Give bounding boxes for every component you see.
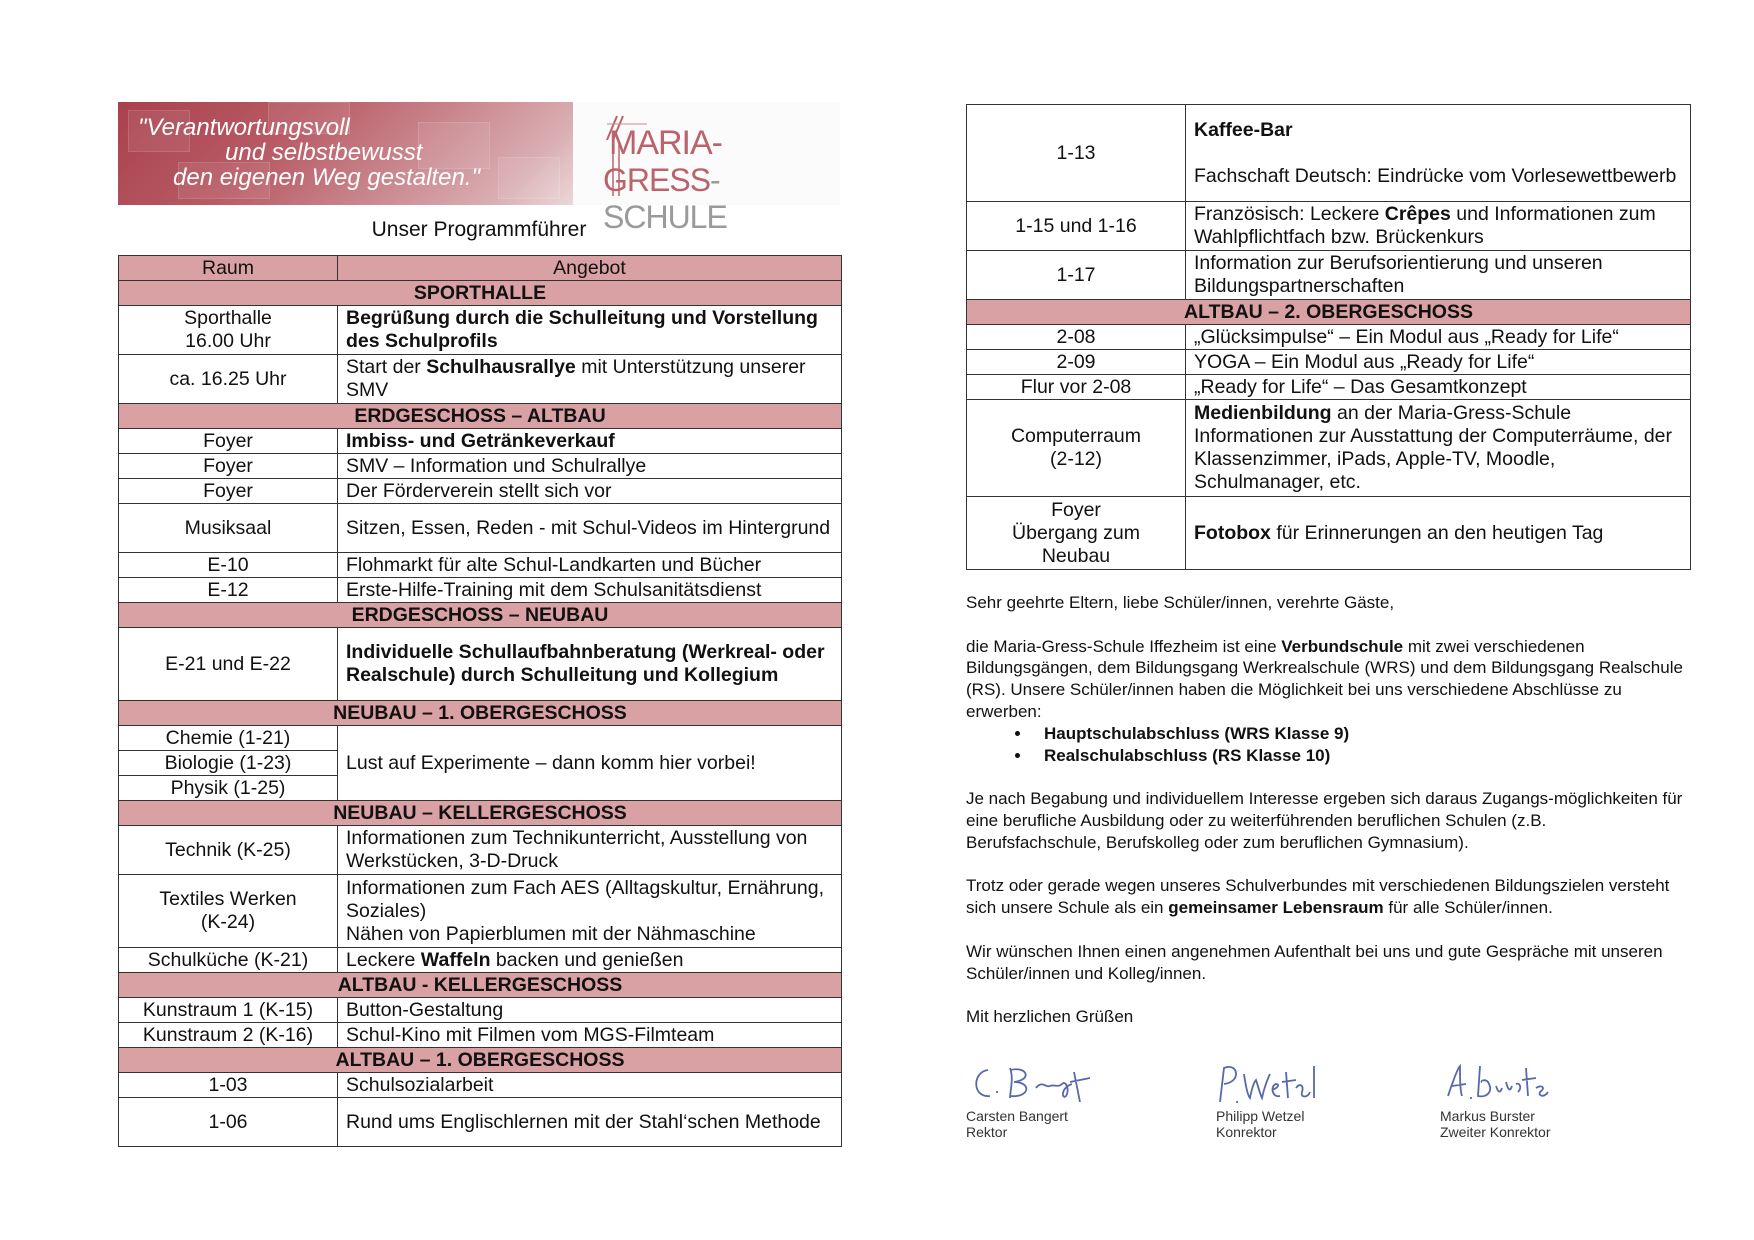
program-table-right — [966, 104, 1691, 570]
room-cell: Foyer — [119, 454, 338, 479]
room-cell: Physik (1-25) — [119, 776, 338, 801]
table-row — [967, 497, 1691, 570]
quote-line-2: und selbstbewusst — [225, 139, 423, 166]
quote-line-3: den eigenen Weg gestalten." — [173, 164, 480, 191]
room-cell: Chemie (1-21) — [119, 726, 338, 751]
offer-cell: Imbiss- und Getränkeverkauf — [338, 429, 842, 454]
signatory-role: Rektor — [966, 1124, 1008, 1140]
section-row — [119, 701, 842, 726]
letter-closing: Mit herzlichen Grüßen — [966, 1007, 1134, 1027]
table-header-row — [119, 256, 842, 281]
handwritten-signature — [1440, 1058, 1560, 1108]
room-cell: Technik (K-25) — [119, 826, 338, 875]
section-row — [967, 300, 1691, 325]
room-cell: 1-06 — [119, 1098, 338, 1147]
offer-cell: YOGA – Ein Modul aus „Ready for Life“ — [1186, 350, 1691, 375]
offer-cell: Erste-Hilfe-Training mit dem Schulsanitätsdienst — [338, 578, 842, 603]
offer-cell: Begrüßung durch die Schulleitung und Vorstellung des Schulprofils — [338, 306, 842, 355]
table-row — [967, 400, 1691, 497]
offer-cell: Französisch: Leckere Crêpes und Informationen zum Wahlpflichtfach bzw. Brückenkurs — [1186, 202, 1691, 251]
list-item: • Realschulabschluss (RS Klasse 10) — [1032, 745, 1686, 767]
room-cell: Sporthalle 16.00 Uhr — [119, 306, 338, 355]
offer-cell: Button-Gestaltung — [338, 998, 842, 1023]
room-cell: Foyer — [119, 479, 338, 504]
quote-line-1: "Verantwortungsvoll — [138, 114, 350, 141]
school-logo — [573, 102, 840, 235]
offer-cell: Medienbildung an der Maria-Gress-Schule Informationen zur Ausstattung der Computerräume, der Klassenzimmer, iPads, Apple-TV, Moodle, Schulmanager, etc. — [1186, 400, 1691, 497]
signature-block — [1440, 1058, 1560, 1140]
offer-cell: Leckere Waffeln backen und genießen — [338, 948, 842, 973]
room-cell: ca. 16.25 Uhr — [119, 355, 338, 404]
room-cell: 1-03 — [119, 1073, 338, 1098]
offer-cell: Schul-Kino mit Filmen vom MGS-Filmteam — [338, 1023, 842, 1048]
offer-cell: „Glücksimpulse“ – Ein Modul aus „Ready for Life“ — [1186, 325, 1691, 350]
room-cell: E-12 — [119, 578, 338, 603]
table-row — [119, 553, 842, 578]
offer-cell: Fotobox für Erinnerungen an den heutigen Tag — [1186, 497, 1691, 570]
offer-cell: Start der Schulhausrallye mit Unterstützung unserer SMV — [338, 355, 842, 404]
table-row — [119, 504, 842, 553]
table-row — [967, 325, 1691, 350]
offer-cell: Informationen zum Fach AES (Alltagskultur, Ernährung, Soziales) Nähen von Papierblumen mit der Nähmaschine — [338, 875, 842, 948]
room-cell: Schulküche (K-21) — [119, 948, 338, 973]
section-title: ERDGESCHOSS – NEUBAU — [119, 603, 842, 628]
section-title: NEUBAU – 1. OBERGESCHOSS — [119, 701, 842, 726]
room-cell: Foyer — [119, 429, 338, 454]
offer-cell: SMV – Information und Schulrallye — [338, 454, 842, 479]
offer-cell: Individuelle Schullaufbahnberatung (Werkreal- oder Realschule) durch Schulleitung und Kollegium — [338, 628, 842, 701]
offer-cell: Sitzen, Essen, Reden - mit Schul-Videos im Hintergrund — [338, 504, 842, 553]
table-row — [119, 1098, 842, 1147]
letter-paragraph: die Maria-Gress-Schule Iffezheim ist eine Verbundschule mit zwei verschiedenen Bildungsgängen, dem Bildungsgang Werkrealschule (WRS) und dem Bildungsgang Realschule (RS). Unsere Schüler/innen haben die Möglichkeit bei uns verschiedene Abschlüsse zu erwerben: — [966, 636, 1683, 721]
room-cell: 2-09 — [967, 350, 1186, 375]
degree-list — [966, 723, 1686, 767]
offer-cell: Information zur Berufsorientierung und unseren Bildungspartnerschaften — [1186, 251, 1691, 300]
signatory-role: Konrektor — [1216, 1124, 1277, 1140]
table-row — [119, 726, 842, 751]
section-row — [119, 281, 842, 306]
room-cell: E-21 und E-22 — [119, 628, 338, 701]
room-cell: Computerraum (2-12) — [967, 400, 1186, 497]
room-cell: Kunstraum 1 (K-15) — [119, 998, 338, 1023]
signature-block — [966, 1058, 1106, 1140]
offer-cell: Kaffee-Bar Fachschaft Deutsch: Eindrücke vom Vorlesewettbewerb — [1186, 105, 1691, 202]
room-cell: 1-13 — [967, 105, 1186, 202]
handwritten-signature — [966, 1058, 1106, 1108]
table-row — [967, 375, 1691, 400]
welcome-letter — [966, 592, 1686, 1050]
handwritten-signature — [1216, 1058, 1336, 1108]
room-cell: E-10 — [119, 553, 338, 578]
section-title: ALTBAU – 2. OBERGESCHOSS — [967, 300, 1691, 325]
offer-cell: Der Förderverein stellt sich vor — [338, 479, 842, 504]
offer-cell: „Ready for Life“ – Das Gesamtkonzept — [1186, 375, 1691, 400]
room-cell: Musiksaal — [119, 504, 338, 553]
table-row — [967, 105, 1691, 202]
section-row — [119, 973, 842, 998]
table-row — [967, 251, 1691, 300]
room-cell: Textiles Werken (K-24) — [119, 875, 338, 948]
section-row — [119, 603, 842, 628]
signatory-name: Carsten Bangert — [966, 1108, 1068, 1124]
header-room: Raum — [119, 256, 338, 281]
table-row — [119, 1023, 842, 1048]
offer-cell: Schulsozialarbeit — [338, 1073, 842, 1098]
table-row — [119, 578, 842, 603]
signature-block — [1216, 1058, 1336, 1140]
quote-banner — [118, 102, 573, 205]
table-row — [119, 998, 842, 1023]
room-cell: 2-08 — [967, 325, 1186, 350]
header-offer: Angebot — [338, 256, 842, 281]
offer-cell: Flohmarkt für alte Schul-Landkarten und Bücher — [338, 553, 842, 578]
section-row — [119, 404, 842, 429]
section-title: ALTBAU - KELLERGESCHOSS — [119, 973, 842, 998]
signatory-role: Zweiter Konrektor — [1440, 1124, 1551, 1140]
letter-paragraph: Trotz oder gerade wegen unseres Schulverbundes mit verschiedenen Bildungszielen versteht sich unsere Schule als ein gemeinsamer Lebensraum für alle Schüler/innen. — [966, 876, 1670, 918]
room-cell: Flur vor 2-08 — [967, 375, 1186, 400]
program-title: Unser Programmführer — [371, 218, 587, 241]
logo-text-gress: GRESS-SCHULE — [603, 162, 727, 235]
list-item: • Hauptschulabschluss (WRS Klasse 9) — [1032, 723, 1686, 745]
offer-cell: Rund ums Englischlernen mit der Stahl‘schen Methode — [338, 1098, 842, 1147]
offer-cell: Lust auf Experimente – dann komm hier vorbei! — [338, 726, 842, 801]
table-row — [119, 355, 842, 404]
section-title: SPORTHALLE — [119, 281, 842, 306]
table-row — [967, 350, 1691, 375]
room-cell: Kunstraum 2 (K-16) — [119, 1023, 338, 1048]
table-row — [119, 429, 842, 454]
table-row — [119, 306, 842, 355]
table-row — [967, 202, 1691, 251]
section-row — [119, 801, 842, 826]
room-cell: Foyer Übergang zum Neubau — [967, 497, 1186, 570]
table-row — [119, 1073, 842, 1098]
section-row — [119, 1048, 842, 1073]
letter-paragraph: Wir wünschen Ihnen einen angenehmen Aufenthalt bei uns und gute Gespräche mit unseren Schüler/innen und Kolleg/innen. — [966, 941, 1663, 983]
letter-paragraph: Je nach Begabung und individuellem Interesse ergeben sich daraus Zugangs-möglichkeiten für eine berufliche Ausbildung oder zu weiterführenden beruflichen Schulen (z.B. Berufsfachschule, Berufskolleg oder zum beruflichen Gymnasium). — [966, 789, 1683, 852]
program-table-left — [118, 255, 842, 1147]
table-row — [119, 479, 842, 504]
offer-cell: Informationen zum Technikunterricht, Ausstellung von Werkstücken, 3-D-Druck — [338, 826, 842, 875]
signatory-name: Markus Burster — [1440, 1108, 1535, 1124]
signatory-name: Philipp Wetzel — [1216, 1108, 1305, 1124]
table-row — [119, 948, 842, 973]
section-title: ALTBAU – 1. OBERGESCHOSS — [119, 1048, 842, 1073]
table-row — [119, 454, 842, 479]
room-cell: 1-15 und 1-16 — [967, 202, 1186, 251]
table-row — [119, 826, 842, 875]
section-title: NEUBAU – KELLERGESCHOSS — [119, 801, 842, 826]
section-title: ERDGESCHOSS – ALTBAU — [119, 404, 842, 429]
table-row — [119, 628, 842, 701]
letter-greeting: Sehr geehrte Eltern, liebe Schüler/innen, verehrte Gäste, — [966, 593, 1395, 612]
room-cell: Biologie (1-23) — [119, 751, 338, 776]
room-cell: 1-17 — [967, 251, 1186, 300]
logo-text-maria: MARIA- — [609, 124, 722, 162]
table-row — [119, 875, 842, 948]
